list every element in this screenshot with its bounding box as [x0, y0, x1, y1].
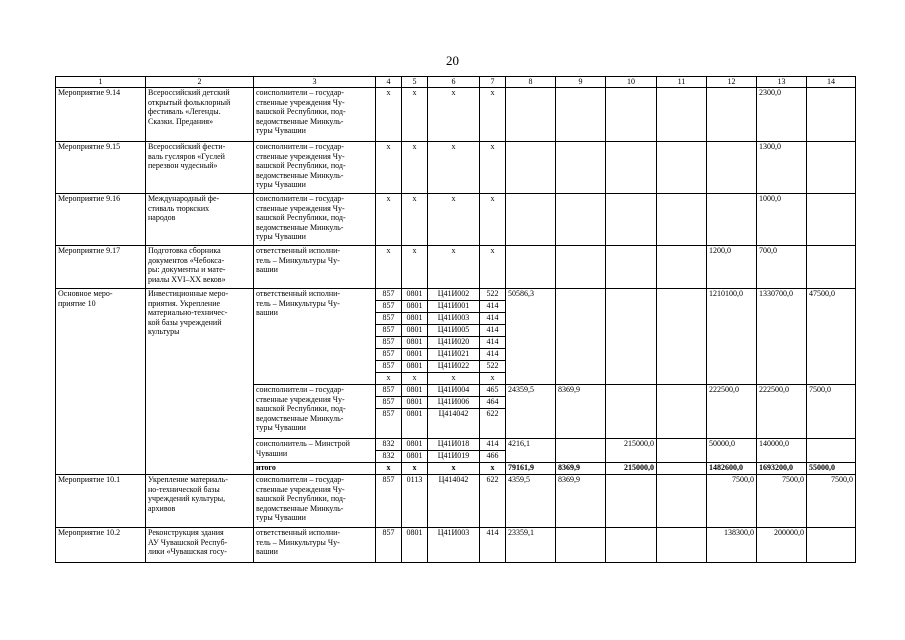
header-cell: 10: [606, 77, 657, 88]
target-article-code: x: [428, 142, 480, 194]
value-cell: [807, 528, 856, 563]
target-article-code: x: [428, 373, 480, 385]
grbs-code: 857: [376, 289, 402, 301]
value-cell: [657, 246, 707, 289]
value-cell: 222500,0: [757, 385, 807, 439]
executor: ответственный исполни- тель – Минкультуры Чу- вашии: [254, 246, 376, 289]
section-code: 0801: [402, 409, 428, 439]
table-row: [56, 475, 856, 528]
value-cell: 50000,0: [707, 439, 757, 463]
section-code: 0801: [402, 439, 428, 451]
grbs-code: 857: [376, 528, 402, 563]
expense-type-code: 464: [480, 397, 506, 409]
target-article-code: Ц41И019: [428, 451, 480, 463]
value-cell: 1330700,0: [757, 289, 807, 385]
section-code: 0801: [402, 385, 428, 397]
executor: ответственный исполни- тель – Минкультуры Чу- вашии: [254, 528, 376, 563]
value-cell: 8369,9: [556, 475, 606, 528]
activity-name: Международный фе- стиваль тюркских народов: [146, 194, 254, 246]
value-cell: [657, 289, 707, 385]
value-cell: 1300,0: [757, 142, 807, 194]
grbs-code: x: [376, 88, 402, 142]
value-cell: 7500,0: [707, 475, 757, 528]
section-code: 0801: [402, 325, 428, 337]
value-cell: [556, 528, 606, 563]
section-code: 0801: [402, 528, 428, 563]
activity-name: Реконструкция здания АУ Чувашской Респуб- лики «Чувашская госу-: [146, 528, 254, 563]
total-value: 8369,9: [556, 463, 606, 475]
header-cell: 11: [657, 77, 707, 88]
section-code: 0801: [402, 289, 428, 301]
value-cell: [606, 142, 657, 194]
header-cell: 7: [480, 77, 506, 88]
value-cell: 50586,3: [506, 289, 556, 385]
value-cell: 4359,5: [506, 475, 556, 528]
grbs-code: x: [376, 142, 402, 194]
grbs-code: 857: [376, 385, 402, 397]
total-label: итого: [254, 463, 376, 475]
total-value: 55000,0: [807, 463, 856, 475]
value-cell: [556, 289, 606, 385]
expense-type-code: 414: [480, 325, 506, 337]
section-code: x: [402, 463, 428, 475]
target-article-code: Ц41И003: [428, 528, 480, 563]
section-code: 0801: [402, 361, 428, 373]
expense-type-code: x: [480, 142, 506, 194]
table-row: [56, 528, 856, 563]
value-cell: 24359,5: [506, 385, 556, 439]
executor: ответственный исполни- тель – Минкультуры Чу- вашии: [254, 289, 376, 385]
value-cell: 47500,0: [807, 289, 856, 385]
value-cell: [606, 88, 657, 142]
value-cell: 23359,1: [506, 528, 556, 563]
executor: соисполнители – государ- ственные учреждения Чу- вашской Республики, под- ведомственные Минкуль- туры Чувашии: [254, 194, 376, 246]
target-article-code: Ц41И004: [428, 385, 480, 397]
value-cell: [807, 439, 856, 463]
expense-type-code: 466: [480, 451, 506, 463]
value-cell: 200000,0: [757, 528, 807, 563]
grbs-code: 857: [376, 397, 402, 409]
value-cell: 222500,0: [707, 385, 757, 439]
header-cell: 4: [376, 77, 402, 88]
total-value: 1693200,0: [757, 463, 807, 475]
total-value: 79161,9: [506, 463, 556, 475]
section-code: x: [402, 88, 428, 142]
grbs-code: 857: [376, 361, 402, 373]
value-cell: [657, 439, 707, 463]
value-cell: 7500,0: [807, 385, 856, 439]
target-article-code: Ц414042: [428, 409, 480, 439]
value-cell: 140000,0: [757, 439, 807, 463]
target-article-code: Ц41И005: [428, 325, 480, 337]
total-value: 1482600,0: [707, 463, 757, 475]
value-cell: 1210100,0: [707, 289, 757, 385]
section-code: 0801: [402, 301, 428, 313]
activity-id: Основное меро- приятие 10: [56, 289, 146, 475]
header-cell: 12: [707, 77, 757, 88]
target-article-code: Ц41И022: [428, 361, 480, 373]
target-article-code: x: [428, 246, 480, 289]
value-cell: [707, 142, 757, 194]
activity-id: Мероприятие 9.15: [56, 142, 146, 194]
activity-id: Мероприятие 9.17: [56, 246, 146, 289]
header-cell: 1: [56, 77, 146, 88]
grbs-code: x: [376, 246, 402, 289]
expense-type-code: 522: [480, 361, 506, 373]
executor: соисполнитель – Минстрой Чувашии: [254, 439, 376, 463]
grbs-code: x: [376, 463, 402, 475]
value-cell: 8369,9: [556, 385, 606, 439]
target-article-code: x: [428, 194, 480, 246]
value-cell: [657, 88, 707, 142]
table-row: [56, 142, 856, 194]
grbs-code: 857: [376, 301, 402, 313]
activity-id: Мероприятие 10.1: [56, 475, 146, 528]
value-cell: [807, 88, 856, 142]
value-cell: [506, 142, 556, 194]
grbs-code: 832: [376, 451, 402, 463]
value-cell: [657, 142, 707, 194]
value-cell: [506, 88, 556, 142]
target-article-code: Ц41И002: [428, 289, 480, 301]
activity-name: Всероссийский фести- валь гусляров «Гуслей перезвон чудесный»: [146, 142, 254, 194]
activity-id: Мероприятие 9.16: [56, 194, 146, 246]
section-code: 0801: [402, 337, 428, 349]
target-article-code: Ц41И018: [428, 439, 480, 451]
grbs-code: 857: [376, 337, 402, 349]
value-cell: [556, 439, 606, 463]
executor: соисполнители – государ- ственные учреждения Чу- вашской Республики, под- ведомственные Минкуль- туры Чувашии: [254, 142, 376, 194]
column-number-row: [56, 77, 856, 88]
expense-type-code: x: [480, 373, 506, 385]
header-cell: 2: [146, 77, 254, 88]
expense-type-code: 622: [480, 409, 506, 439]
grbs-code: 857: [376, 409, 402, 439]
section-code: 0801: [402, 313, 428, 325]
activity-id: Мероприятие 10.2: [56, 528, 146, 563]
value-cell: 4216,1: [506, 439, 556, 463]
grbs-code: 857: [376, 313, 402, 325]
expense-type-code: 414: [480, 439, 506, 451]
table-row: [56, 246, 856, 289]
value-cell: [606, 246, 657, 289]
expense-type-code: 465: [480, 385, 506, 397]
value-cell: [556, 88, 606, 142]
value-cell: [657, 528, 707, 563]
target-article-code: Ц41И003: [428, 313, 480, 325]
expense-type-code: 414: [480, 528, 506, 563]
table-row: [56, 289, 856, 301]
value-cell: 1000,0: [757, 194, 807, 246]
expense-type-code: x: [480, 463, 506, 475]
target-article-code: x: [428, 88, 480, 142]
value-cell: [657, 194, 707, 246]
value-cell: [606, 289, 657, 385]
value-cell: [807, 246, 856, 289]
table-row: [56, 88, 856, 142]
value-cell: [606, 385, 657, 439]
value-cell: [556, 142, 606, 194]
section-code: x: [402, 373, 428, 385]
budget-table: [55, 76, 856, 563]
expense-type-code: 522: [480, 289, 506, 301]
value-cell: [657, 475, 707, 528]
activity-name: Подготовка сборника документов «Чебокса- ры: документы и мате- риалы XVI–XX веков»: [146, 246, 254, 289]
table-row: [56, 194, 856, 246]
value-cell: [556, 194, 606, 246]
value-cell: [807, 142, 856, 194]
header-cell: 13: [757, 77, 807, 88]
total-value: 215000,0: [606, 463, 657, 475]
section-code: x: [402, 246, 428, 289]
section-code: 0801: [402, 349, 428, 361]
value-cell: 138300,0: [707, 528, 757, 563]
section-code: 0801: [402, 451, 428, 463]
section-code: x: [402, 194, 428, 246]
value-cell: [506, 246, 556, 289]
target-article-code: Ц41И020: [428, 337, 480, 349]
total-value: [657, 463, 707, 475]
activity-name: Всероссийский детский открытый фольклорный фестиваль «Легенды. Сказки. Предания»: [146, 88, 254, 142]
value-cell: [606, 475, 657, 528]
expense-type-code: 414: [480, 349, 506, 361]
grbs-code: 857: [376, 325, 402, 337]
value-cell: 700,0: [757, 246, 807, 289]
value-cell: [807, 194, 856, 246]
grbs-code: x: [376, 194, 402, 246]
value-cell: 2300,0: [757, 88, 807, 142]
expense-type-code: x: [480, 88, 506, 142]
header-cell: 14: [807, 77, 856, 88]
value-cell: 7500,0: [807, 475, 856, 528]
expense-type-code: 414: [480, 337, 506, 349]
header-cell: 6: [428, 77, 480, 88]
executor: соисполнители – государ- ственные учреждения Чу- вашской Республики, под- ведомственные Минкуль- туры Чувашии: [254, 88, 376, 142]
value-cell: [556, 246, 606, 289]
section-code: 0113: [402, 475, 428, 528]
expense-type-code: 414: [480, 301, 506, 313]
target-article-code: Ц41И006: [428, 397, 480, 409]
grbs-code: x: [376, 373, 402, 385]
activity-name: Укрепление материаль- но-технической базы учреждений культуры, архивов: [146, 475, 254, 528]
grbs-code: 832: [376, 439, 402, 451]
activity-id: Мероприятие 9.14: [56, 88, 146, 142]
value-cell: [506, 194, 556, 246]
target-article-code: Ц414042: [428, 475, 480, 528]
value-cell: 1200,0: [707, 246, 757, 289]
header-cell: 5: [402, 77, 428, 88]
executor: соисполнители – государ- ственные учреждения Чу- вашской Республики, под- ведомственные Минкуль- туры Чувашии: [254, 475, 376, 528]
executor: соисполнители – государ- ственные учреждения Чу- вашской Республики, под- ведомственные Минкуль- туры Чувашии: [254, 385, 376, 439]
value-cell: [606, 528, 657, 563]
value-cell: 7500,0: [757, 475, 807, 528]
value-cell: [707, 194, 757, 246]
header-cell: 9: [556, 77, 606, 88]
target-article-code: Ц41И001: [428, 301, 480, 313]
page-number: 20: [446, 53, 459, 68]
header-cell: 3: [254, 77, 376, 88]
header-cell: 8: [506, 77, 556, 88]
value-cell: 215000,0: [606, 439, 657, 463]
target-article-code: x: [428, 463, 480, 475]
expense-type-code: x: [480, 194, 506, 246]
expense-type-code: 622: [480, 475, 506, 528]
value-cell: [707, 88, 757, 142]
value-cell: [657, 385, 707, 439]
grbs-code: 857: [376, 349, 402, 361]
section-code: 0801: [402, 397, 428, 409]
activity-name: Инвестиционные меро- приятия. Укрепление материально-техничес- кой базы учреждений культуры: [146, 289, 254, 475]
expense-type-code: x: [480, 246, 506, 289]
value-cell: [606, 194, 657, 246]
expense-type-code: 414: [480, 313, 506, 325]
grbs-code: 857: [376, 475, 402, 528]
section-code: x: [402, 142, 428, 194]
target-article-code: Ц41И021: [428, 349, 480, 361]
